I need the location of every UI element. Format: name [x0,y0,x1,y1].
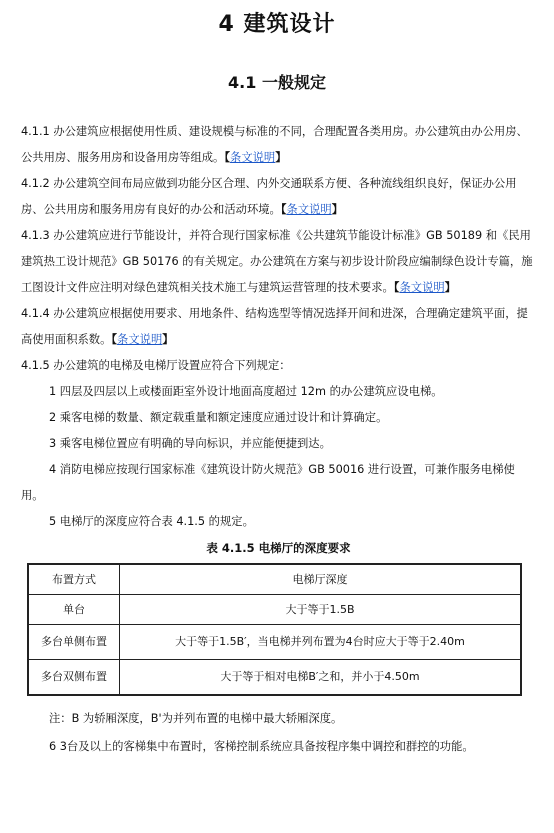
bracket-open: 【 [393,281,400,294]
table-note: 注：B 为轿厢深度，B'为并列布置的电梯中最大轿厢深度。 [49,712,343,725]
commentary-link[interactable]: 条文说明 [230,151,276,164]
table-caption: 表 4.1.5 电梯厅的深度要求 [206,541,351,555]
section-body [21,119,536,760]
table-cell: 多台双侧布置 [28,660,120,696]
bracket-close: 】 [275,151,287,164]
table-header-row [28,564,521,595]
clause-text: 4.1.3 办公建筑应进行节能设计，并符合现行国家标准《公共建筑节能设计标准》GB 50189 和《民用建筑热工设计规范》GB 50176 的有关规定。办公建筑在方案与初步设计阶段应编制绿色设计专篇，施工图设计文件应注明对绿色建筑相关技术施工与建筑运营管理的技术要求。 [21,229,533,294]
table-row [28,625,521,660]
commentary-link[interactable]: 条文说明 [286,203,332,216]
bracket-close: 】 [331,203,344,216]
clause-4-1-4 [21,301,536,353]
section-title: 4.1 一般规定 [228,73,326,92]
bracket-open: 【 [280,203,287,216]
bracket-close: 】 [444,281,456,294]
clause-text: 4.1.1 办公建筑应根据使用性质、建设规模与标准的不同，合理配置各类用房。办公建筑由办公用房、公共用房、服务用房和设备用房等组成。 [21,125,528,164]
commentary-link[interactable]: 条文说明 [117,333,163,346]
list-item: 5 电梯厅的深度应符合表 4.1.5 的规定。 [49,515,254,528]
table-header-cell: 电梯厅深度 [120,564,522,595]
clause-4-1-1 [21,119,536,171]
table-row [28,660,521,696]
table-header-cell: 布置方式 [28,564,120,595]
clause-4-1-3 [21,223,536,301]
table-cell: 大于等于1.5B′，当电梯并列布置为4台时应大于等于2.40m [120,625,522,660]
chapter-title: 4 建筑设计 [218,12,336,37]
list-item: 3 乘客电梯位置应有明确的导向标识，并应能便捷到达。 [49,437,331,450]
clause-4-1-5: 4.1.5 办公建筑的电梯及电梯厅设置应符合下列规定： [21,359,291,372]
list-item: 4 消防电梯应按现行国家标准《建筑设计防火规范》GB 50016 进行设置，可兼作服务电梯使用。 [21,463,515,502]
clause-text: 4.1.2 办公建筑空间布局应做到功能分区合理、内外交通联系方便、各种流线组织良好，保证办公用房、公共用房和服务用房有良好的办公和活动环境。 [21,177,517,216]
elevator-hall-depth-table [27,563,522,696]
bracket-close: 】 [162,333,174,346]
commentary-link[interactable]: 条文说明 [399,281,445,294]
table-cell: 大于等于1.5B [120,595,522,625]
bracket-open: 【 [224,151,231,164]
clause-4-1-2 [21,171,536,223]
table-cell: 多台单侧布置 [28,625,120,660]
list-item: 6 3台及以上的客梯集中布置时，客梯控制系统应具备按程序集中调控和群控的功能。 [49,740,474,753]
list-item: 1 四层及四层以上或楼面距室外设计地面高度超过 12m 的办公建筑应设电梯。 [49,385,443,398]
table-cell: 大于等于相对电梯B′之和，并小于4.50m [120,660,522,696]
table-row [28,595,521,625]
table-cell: 单台 [28,595,120,625]
clause-text: 4.1.4 办公建筑应根据使用要求、用地条件、结构选型等情况选择开间和进深，合理确定建筑平面，提高使用面积系数。 [21,307,528,346]
list-item: 2 乘客电梯的数量、额定载重量和额定速度应通过设计和计算确定。 [49,411,388,424]
bracket-open: 【 [111,333,118,346]
